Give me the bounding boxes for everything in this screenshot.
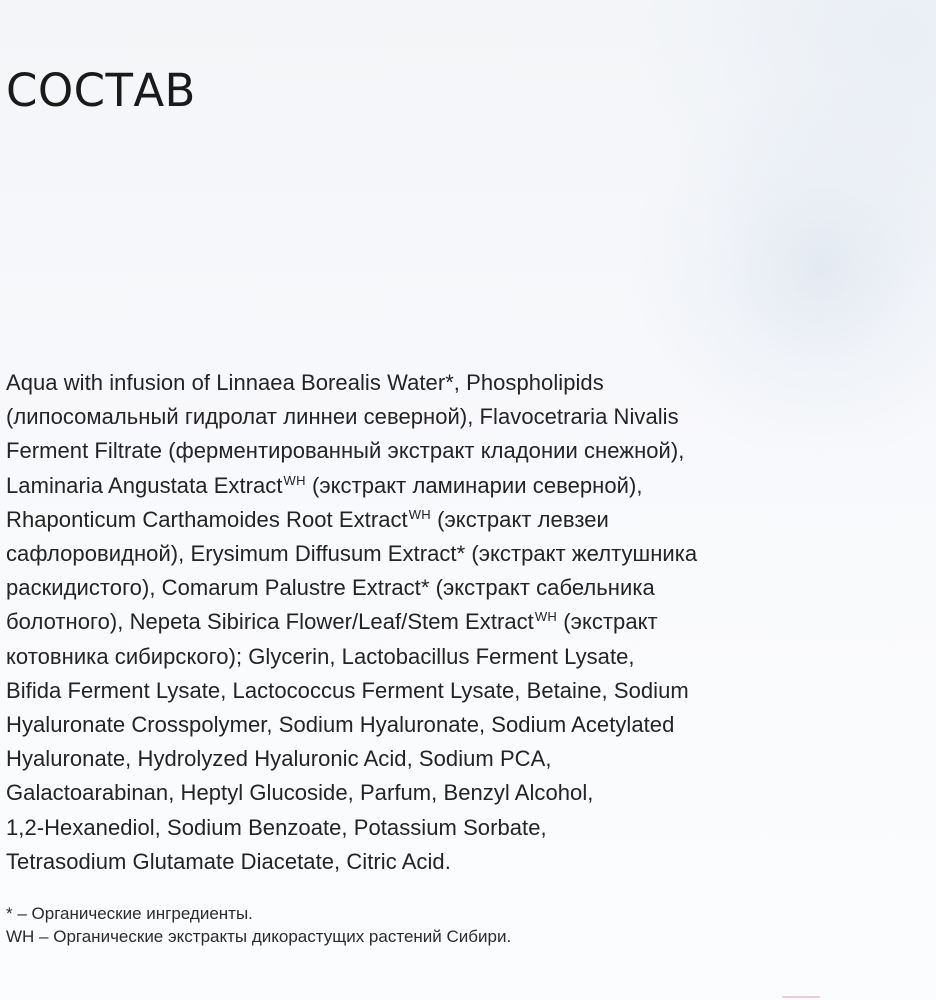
ingredients-line: сафлоровидной), Erysimum Diffusum Extract* (экстракт желтушника xyxy=(6,541,698,567)
ingredients-line: Hyaluronate, Hydrolyzed Hyaluronic Acid, Sodium PCA, xyxy=(6,746,552,772)
wh-superscript: WH xyxy=(534,609,558,625)
corner-accent-mark xyxy=(782,996,820,998)
ingredients-line: (липосомальный гидролат линнеи северной), Flavocetraria Nivalis xyxy=(6,404,679,430)
footnotes xyxy=(6,902,906,948)
ingredients-line: раскидистого), Comarum Palustre Extract* (экстракт сабельника xyxy=(6,575,655,601)
footnote-organic: * – Органические ингредиенты. xyxy=(6,904,253,923)
ingredients-list xyxy=(6,366,906,879)
ingredients-line: Hyaluronate Crosspolymer, Sodium Hyaluronate, Sodium Acetylated xyxy=(6,712,675,738)
ingredients-line: болотного), Nepeta Sibirica Flower/Leaf/Stem Extract$^{WH}$ (экстракт xyxy=(6,609,658,635)
ingredients-line: котовника сибирского); Glycerin, Lactobacillus Ferment Lysate, xyxy=(6,643,635,669)
ingredients-line: Bifida Ferment Lysate, Lactococcus Ferment Lysate, Betaine, Sodium xyxy=(6,677,689,703)
wh-superscript: WH xyxy=(283,472,306,488)
ingredients-line: Aqua with infusion of Linnaea Borealis Water*, Phospholipids xyxy=(6,370,604,395)
wh-superscript: WH xyxy=(408,506,431,522)
ingredients-line: Rhaponticum Carthamoides Root Extract$^{WH}$ (экстракт левзеи xyxy=(6,506,609,532)
ingredients-line: Ferment Filtrate (ферментированный экстракт кладонии снежной), xyxy=(6,438,685,464)
ingredients-line: Laminaria Angustata Extract$^{WH}$ (экстракт ламинарии северной), xyxy=(6,472,643,498)
ingredients-line: 1,2-Hexanediol, Sodium Benzoate, Potassium Sorbate, xyxy=(6,814,547,840)
footnote-wild-extracts: WH – Органические экстракты дикорастущих растений Сибири. xyxy=(6,927,512,946)
ingredients-line: Galactoarabinan, Heptyl Glucoside, Parfum, Benzyl Alcohol, xyxy=(6,780,594,806)
ingredients-line: Tetrasodium Glutamate Diacetate, Citric Acid. xyxy=(6,848,451,874)
page-title: СОСТАВ xyxy=(6,64,196,117)
